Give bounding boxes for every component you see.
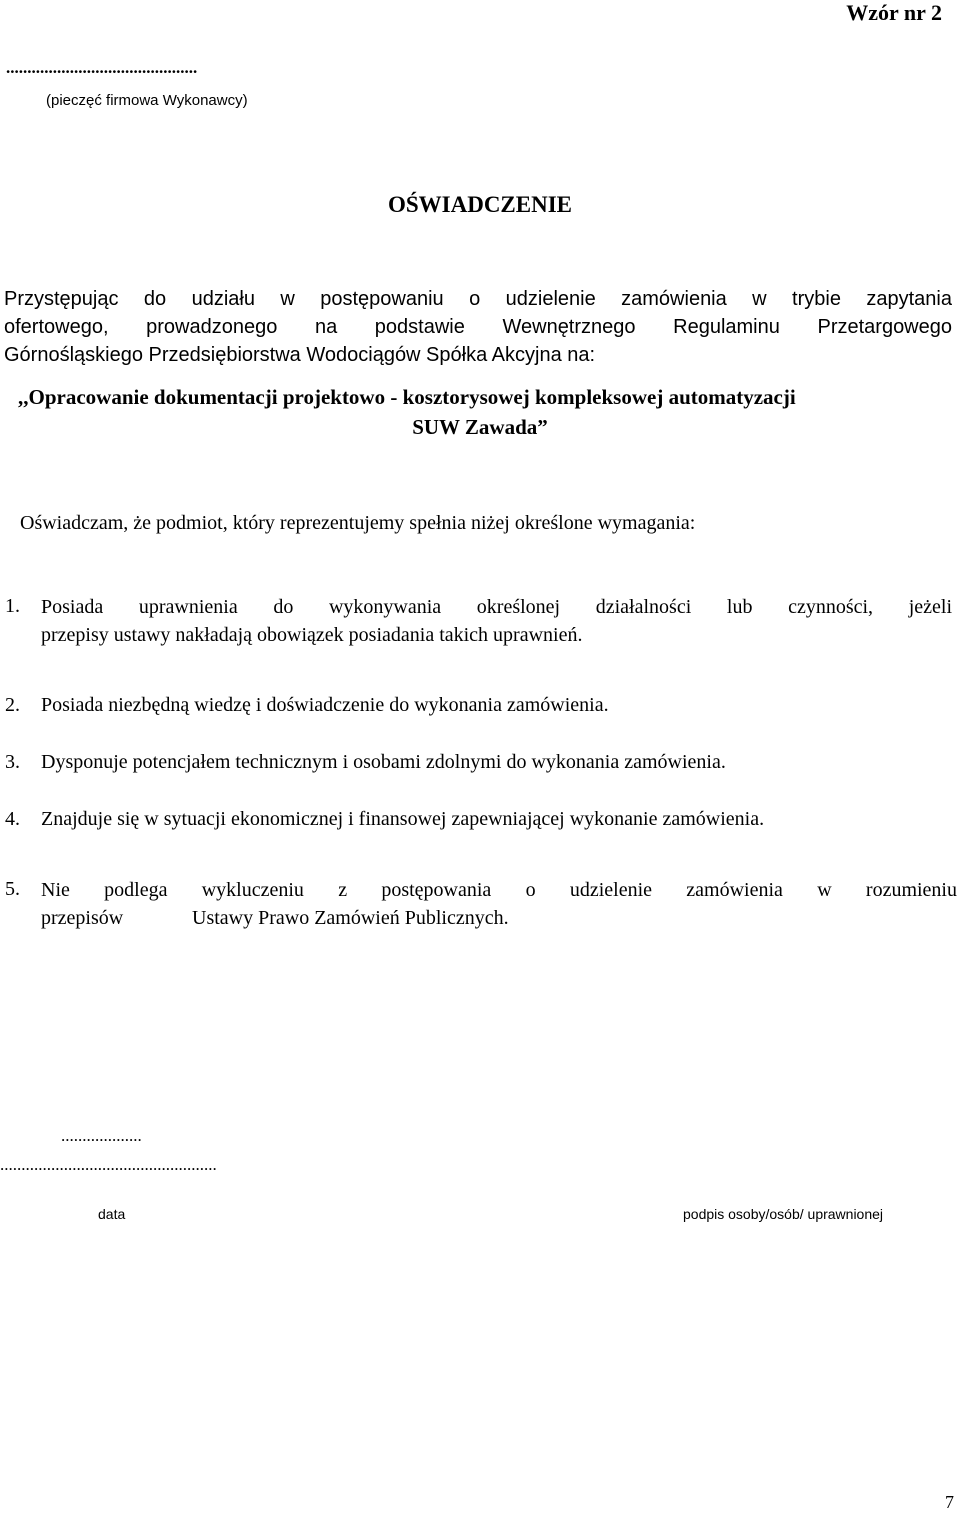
intro-line-1: Przystępując do udziału w postępowaniu o udzielenie zamówienia w trybie zapytania <box>4 288 952 310</box>
form-label: Wzór nr 2 <box>846 0 942 25</box>
intro-line-3: Górnośląskiego Przedsiębiorstwa Wodociągów Spółka Akcyjna na: <box>4 344 596 366</box>
intro-line-2: ofertowego, prowadzonego na podstawie Wewnętrznego Regulaminu Przetargowego <box>4 316 952 338</box>
stamp-caption: (pieczęć firmowa Wykonawcy) <box>46 92 248 109</box>
requirement-3-number: 3. <box>5 751 20 773</box>
page-number: 7 <box>945 1492 954 1512</box>
requirement-4-number: 4. <box>5 808 20 830</box>
requirement-5-line-1: Nie podlega wykluczeniu z postępowania o udzielenie zamówienia w rozumieniu <box>41 879 957 901</box>
requirement-1-line-1: Posiada uprawnienia do wykonywania określonej działalności lub czynności, jeżeli <box>41 596 952 618</box>
requirement-5-line-2a: przepisów <box>41 907 124 929</box>
date-label: data <box>98 1206 126 1222</box>
date-dots: ................... <box>61 1126 142 1145</box>
requirement-4-text: Znajduje się w sytuacji ekonomicznej i finansowej zapewniającej wykonanie zamówienia. <box>41 808 765 830</box>
document-title: OŚWIADCZENIE <box>387 192 573 217</box>
subject-line-1: ,,Opracowanie dokumentacji projektowo - kosztorysowej kompleksowej automatyzacji <box>18 385 796 409</box>
stamp-line: ............................................. <box>6 58 198 77</box>
requirement-2-text: Posiada niezbędną wiedzę i doświadczenie do wykonania zamówienia. <box>41 694 609 716</box>
declaration-text: Oświadczam, że podmiot, który reprezentujemy spełnia niżej określone wymagania: <box>20 512 696 534</box>
signature-dots: ................................................... <box>0 1155 217 1174</box>
signature-label: podpis osoby/osób/ uprawnionej <box>683 1206 884 1222</box>
requirement-5-line-2b: Ustawy Prawo Zamówień Publicznych. <box>192 907 509 929</box>
requirement-1-number: 1. <box>5 595 20 617</box>
requirement-3-text: Dysponuje potencjałem technicznym i osobami zdolnymi do wykonania zamówienia. <box>41 751 726 773</box>
requirement-5-number: 5. <box>5 878 20 900</box>
subject-line-2: SUW Zawada” <box>412 415 548 439</box>
requirement-2-number: 2. <box>5 694 20 716</box>
requirement-1-line-2: przepisy ustawy nakładają obowiązek posiadania takich uprawnień. <box>41 624 583 646</box>
